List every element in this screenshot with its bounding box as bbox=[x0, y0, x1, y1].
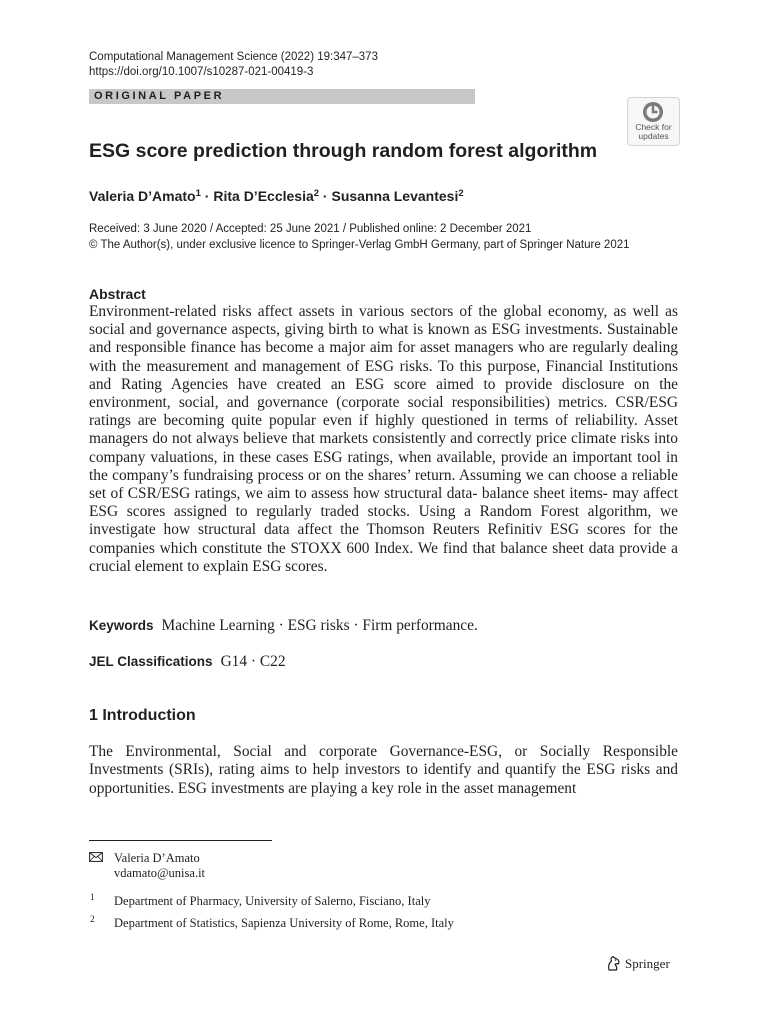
abstract-heading: Abstract bbox=[89, 286, 146, 302]
abstract-text: Environment-related risks affect assets in various sectors of the global economy, as well as social and governance aspects, giving birth to what is known as ESG investments. Sustainable and responsible finance has become a major aim for asset managers who are regularly dealing with the measurement and management of ESG risks. To this purpose, Financial Institutions and Rating Agencies have created an ESG score aimed to provide disclosure on the environment, social, and governance (corporate social responsibilities) metrics. CSR/ESG ratings are becoming quite popular even if highly questioned in terms of reliability. Asset managers do not always believe that markets consistently and correctly price climate risks into company valuations, in these cases ESG ratings, when available, provide an important tool in the company’s fundraising process or on the shares’ return. Assuming we can choose a reliable set of CSR/ESG ratings, we aim to assess how structural data- balance sheet items- may affect ESG scores assigned to regularly traded stocks. Using a Random Forest algorithm, we investigate how structural data affect the Thomson Reuters Refinitiv ESG scores for the companies which constitute the STOXX 600 Index. We find that balance sheet data provide a crucial element to explain ESG scores. bbox=[89, 303, 678, 575]
check-updates-line2: updates bbox=[638, 131, 669, 141]
envelope-icon bbox=[89, 852, 103, 862]
publication-dates: Received: 3 June 2020 / Accepted: 25 June 2021 / Published online: 2 December 2021 bbox=[89, 223, 532, 235]
footnote-divider bbox=[89, 840, 272, 841]
jel-value: G14 · C22 bbox=[220, 653, 286, 670]
affiliation-mark: 1 bbox=[90, 893, 95, 903]
author-name[interactable]: Valeria D’Amato bbox=[89, 188, 196, 204]
affiliation-mark: 2 bbox=[90, 915, 95, 925]
paper-title: ESG score prediction through random forest algorithm bbox=[89, 140, 598, 162]
check-updates-line1: Check for bbox=[635, 122, 672, 132]
publisher-name: Springer bbox=[625, 956, 670, 971]
affiliation-text: Department of Statistics, Sapienza University of Rome, Rome, Italy bbox=[114, 916, 454, 930]
author-name[interactable]: Susanna Levantesi bbox=[331, 188, 459, 204]
corresponding-author-email[interactable]: vdamato@unisa.it bbox=[114, 866, 206, 880]
author-list bbox=[89, 184, 464, 206]
author-affil-mark: 2 bbox=[458, 188, 464, 199]
keywords-value: Machine Learning · ESG risks · Firm performance. bbox=[161, 617, 478, 634]
springer-horse-icon bbox=[605, 955, 622, 972]
keywords-row bbox=[89, 616, 678, 636]
article-category-banner bbox=[89, 89, 475, 104]
article-category: ORIGINAL PAPER bbox=[94, 90, 225, 102]
author-separator: · bbox=[200, 188, 214, 204]
section-heading: 1 Introduction bbox=[89, 707, 196, 724]
author-separator: · bbox=[319, 188, 332, 204]
jel-label: JEL Classifications bbox=[89, 654, 213, 669]
author-name[interactable]: Rita D’Ecclesia bbox=[213, 188, 314, 204]
corresponding-author-name: Valeria D’Amato bbox=[114, 851, 200, 865]
journal-citation: Computational Management Science (2022) 19:347–373 bbox=[89, 51, 378, 63]
keywords-label: Keywords bbox=[89, 618, 154, 633]
copyright-notice: © The Author(s), under exclusive licence to Springer-Verlag GmbH Germany, part of Springer Nature 2021 bbox=[89, 239, 630, 251]
author-affil-mark: 1 bbox=[195, 188, 201, 199]
section-body-text: The Environmental, Social and corporate Governance-ESG, or Socially Responsible Investments (SRIs), rating aims to help investors to identify and quantify the ESG risks and opportunities. ESG investments are playing a key role in the asset management bbox=[89, 743, 678, 797]
jel-row bbox=[89, 652, 678, 672]
affiliation-text: Department of Pharmacy, University of Salerno, Fisciano, Italy bbox=[114, 894, 431, 908]
doi-link[interactable]: https://doi.org/10.1007/s10287-021-00419-3 bbox=[89, 66, 314, 78]
check-updates-icon bbox=[642, 101, 664, 123]
check-updates-text bbox=[628, 123, 679, 141]
publisher-logo bbox=[605, 954, 680, 974]
check-for-updates-badge[interactable] bbox=[627, 97, 680, 146]
author-affil-mark: 2 bbox=[313, 188, 320, 199]
